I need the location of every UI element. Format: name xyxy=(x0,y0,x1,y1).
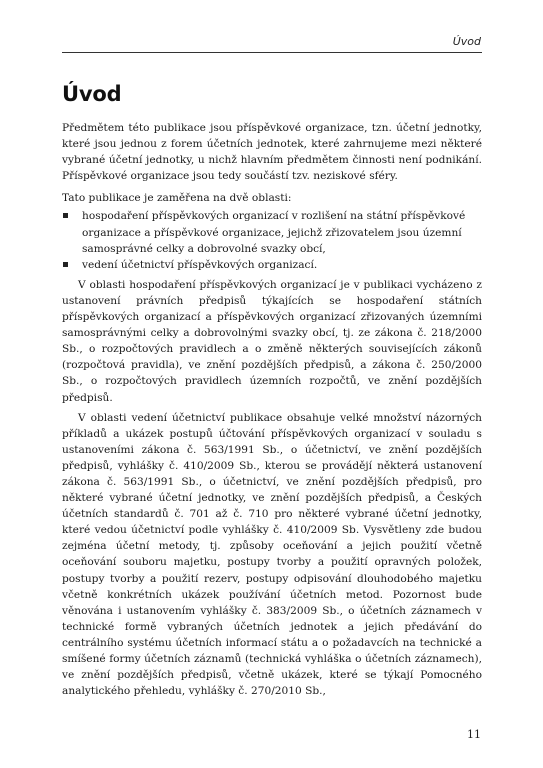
paragraph-ucetnictvi: V oblasti vedení účetnictví publikace obsahuje velké množství názorných příkladů a ukázek postupů účtování příspěvkových organizací v souladu s ustanoveními zákona č. 563/1991 Sb., o účetnictví, ve znění pozdějších předpisů, vyhlášky č. 410/2009 Sb., kterou se provádějí některá ustanovení zákona č. 563/1991 Sb., o účetnictví, ve znění pozdějších předpisů, pro některé vybrané účetní jednotky, ve znění pozdějších předpisů, a Českých účetních standardů č. 701 až č. 710 pro některé vybrané účetní jednotky, které vedou účetnictví podle vyhlášky č. 410/2009 Sb. Vysvětleny zde budou zejména účetní metody, tj. způsoby oceňování a jejich použití včetně oceňování souboru majetku, postupy tvorby a použití opravných položek, postupy tvorby a použití rezerv, postupy odpisování dlouhodobého majetku včetně konkrétních ukázek používání účetních metod. Pozornost bude věnována i ustanovením vyhlášky č. 383/2009 Sb., o účetních záznamech v technické formě vybraných účetních jednotek a jejich předávání do centrálního systému účetních informací státu a o požadavcích na technické a smíšené formy účetních záznamů (technická vyhláška o účetních záznamech), ve znění pozdějších předpisů, včetně ukázek, které se týkají Pomocného analytického přehledu, vyhlášky č. 270/2010 Sb., xyxy=(62,411,482,698)
header-rule xyxy=(62,52,482,53)
bullet-item: hospodaření příspěvkových organizací v rozlišení na státní příspěvkové organizace a příspěvkové organizace, jejichž zřizovatelem jsou územní samosprávné celky a dobrovolné svazky obcí, xyxy=(62,208,482,256)
bullet-list xyxy=(62,208,482,272)
bullet-item: vedení účetnictví příspěvkových organizací. xyxy=(62,257,482,273)
body-text xyxy=(62,120,482,699)
paragraph-lead: Tato publikace je zaměřena na dvě oblasti: xyxy=(62,192,292,205)
paragraph-intro: Předmětem této publikace jsou příspěvkové organizace, tzn. účetní jednotky, které jsou jednou z forem účetních jednotek, které zahrnujeme mezi některé vybrané účetní jednotky, u nichž hlavním předmětem činnosti není podnikání. Příspěvkové organizace jsou tedy součástí tzv. neziskové sféry. xyxy=(62,122,482,183)
running-head: Úvod xyxy=(452,35,481,48)
page-number: 11 xyxy=(467,728,481,741)
page-title: Úvod xyxy=(62,82,122,106)
paragraph-hospodareni: V oblasti hospodaření příspěvkových organizací je v publikaci vycházeno z ustanovení právních předpisů týkajících se hospodaření státních příspěvkových organizací a příspěvkových organizací zřizovaných územními samosprávnými celky a dobrovolnými svazky obcí, tj. ze zákona č. 218/2000 Sb., o rozpočtových pravidlech a o změně některých souvisejících zákonů (rozpočtová pravidla), ve znění pozdějších předpisů, a zákona č. 250/2000 Sb., o rozpočtových pravidlech územních rozpočtů, ve znění pozdějších předpisů. xyxy=(62,278,482,404)
